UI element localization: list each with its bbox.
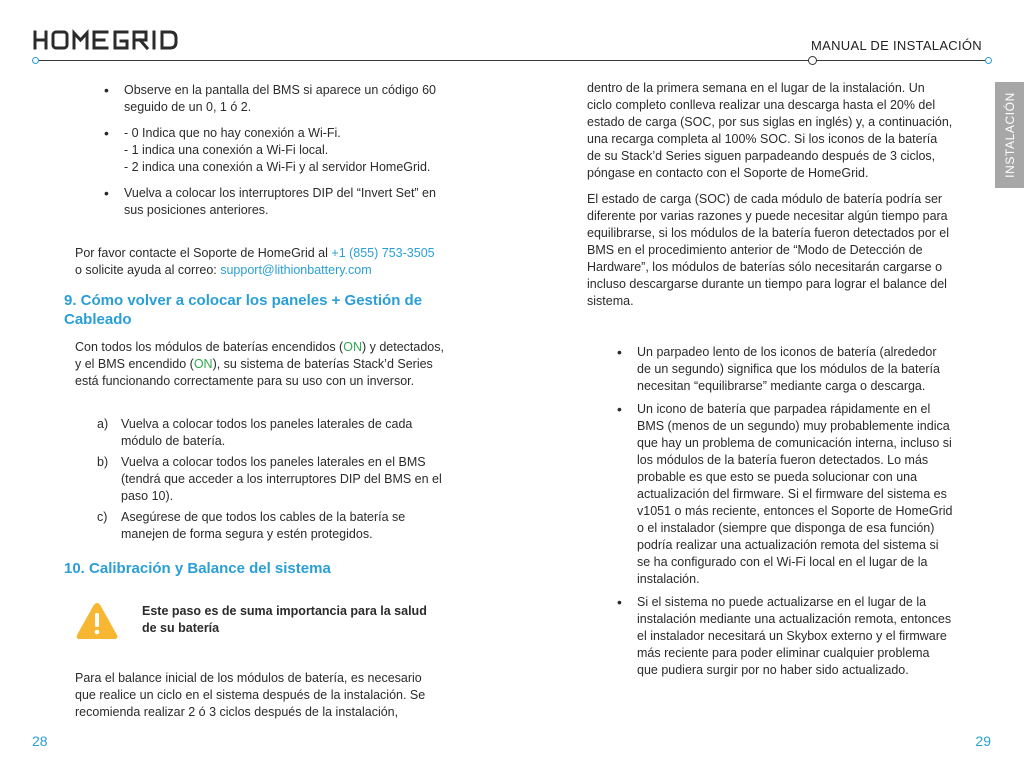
warning-icon (74, 600, 120, 642)
rule-dot-right (985, 57, 992, 64)
list-item: • Observe en la pantalla del BMS si aparece un código 60 seguido de un 0, 1 ó 2. (124, 82, 444, 116)
page-number-left: 28 (32, 733, 48, 749)
contact-support-paragraph: Por favor contacte el Soporte de HomeGrid al +1 (855) 753-3505 o solicite ayuda al correo: support@lithionbattery.com (75, 246, 435, 277)
list-item: • Un parpadeo lento de los iconos de batería (alrededor de un segundo) significa que los módulos de la batería necesitan “equilibrarse” mediante carga o descarga. (637, 344, 953, 395)
list-item: b) Vuelva a colocar todos los paneles laterales en el BMS (tendrá que acceder a los interruptores DIP del BMS en el paso 10). (97, 455, 442, 503)
page-number-right: 29 (975, 733, 991, 749)
rule-dot-center (808, 56, 817, 65)
list-item: • - 0 Indica que no hay conexión a Wi-Fi. - 1 indica una conexión a Wi-Fi local. - 2 indica una conexión a Wi-Fi y al servidor HomeGrid. (124, 125, 444, 176)
section-9-heading: 9. Cómo volver a colocar los paneles + Gestión de Cableado (64, 292, 423, 328)
phone-link[interactable]: +1 (855) 753-3505 (331, 246, 435, 260)
section-10-heading: 10. Calibración y Balance del sistema (64, 560, 331, 577)
on-status-text: ON (193, 357, 213, 371)
rule-dot-left (32, 57, 39, 64)
list-item: c) Asegúrese de que todos los cables de la batería se manejen de forma segura y estén protegidos. (97, 510, 406, 541)
right-column (587, 80, 953, 685)
warning-text: Este paso es de suma importancia para la salud de su batería (142, 604, 427, 635)
battery-icon-notes (587, 344, 953, 679)
section-9-intro: Con todos los módulos de baterías encendidos (ON) y detectados, y el BMS encendido (ON), su sistema de baterías Stack’d Series está funcionando correctamente para su uso con un inversor. (75, 340, 444, 388)
manual-title: MANUAL DE INSTALACIÓN (811, 38, 982, 53)
balance-paragraph: Para el balance inicial de los módulos de batería, es necesario que realice un ciclo en el sistema después de la instalación. Se recomienda realizar 2 ó 3 ciclos después de la instalación, (75, 671, 426, 719)
list-item: • Si el sistema no puede actualizarse en el lugar de la instalación mediante una actualización remota, entonces el instalador necesitará un Skybox externo y el firmware más reciente para poder eliminar cualquier problema que pudiera surgir por no haber sido actualizado. (637, 594, 953, 679)
on-status-text: ON (343, 340, 362, 354)
list-item: • Un icono de batería que parpadea rápidamente en el BMS (menos de un segundo) muy probablemente indica que hay un problema de comunicación interna, incluso si los módulos de la batería fueron detectados. Lo más probable es que esto se pueda solucionar con una actualización del firmware. Si el firmware del sistema es v1051 o más reciente, entonces el Soporte de HomeGrid o el instalador (siempre que disponga de esa función) podría realizar una actualización remota del sistema si se ha configurado con el Wi-Fi local en el lugar de la instalación. (637, 401, 953, 588)
left-column (64, 80, 444, 721)
header-rule (36, 60, 988, 61)
homegrid-logo (32, 28, 180, 56)
soc-paragraph: El estado de carga (SOC) de cada módulo de batería podría ser diferente por varias razones y puede necesitar algún tiempo para equilibrarse, si los módulos de la batería fueron detectados por el BMS en el procedimiento anterior de “Modo de Detección de Hardware”, los módulos de baterías sólo necesitarán cargarse o incluso descargarse durante un tiempo para lograr el balance del sistema. (587, 192, 950, 308)
side-tab-instalacion: INSTALACIÓN (995, 82, 1024, 188)
list-item: a) Vuelva a colocar todos los paneles laterales de cada módulo de batería. (97, 417, 413, 448)
bms-check-list (64, 82, 444, 219)
warning-callout (74, 600, 444, 642)
cycle-paragraph: dentro de la primera semana en el lugar de la instalación. Un ciclo completo conlleva realizar una descarga hasta el 20% del estado de carga (SOC, por sus siglas en inglés) y, a continuación, una recarga completa al 100% SOC. Si los iconos de la batería de su Stack’d Series siguen parpadeando después de 3 ciclos, póngase en contacto con el Soporte de HomeGrid. (587, 81, 953, 180)
panel-steps-list (97, 416, 444, 543)
email-link[interactable]: support@lithionbattery.com (220, 263, 372, 277)
list-item: • Vuelva a colocar los interruptores DIP del “Invert Set” en sus posiciones anteriores. (124, 185, 444, 219)
